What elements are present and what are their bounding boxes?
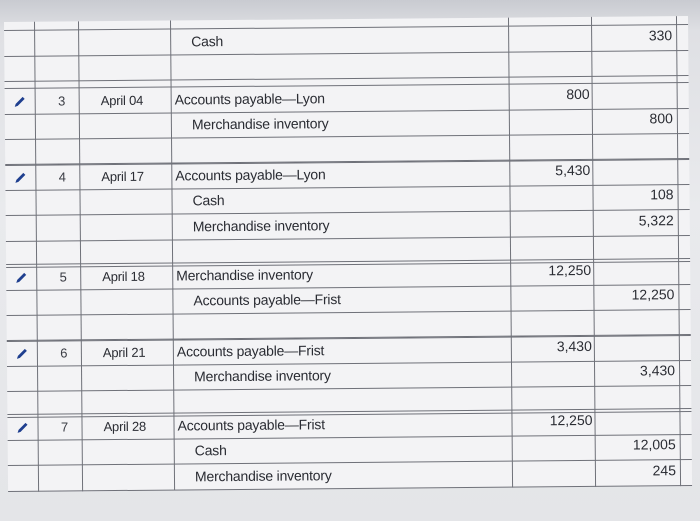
pencil-icon[interactable] — [13, 95, 27, 109]
account-name: Accounts payable—Lyon — [174, 90, 325, 108]
credit-amount: 108 — [650, 186, 674, 203]
account-name: Cash — [192, 192, 225, 209]
credit-amount: 330 — [648, 27, 673, 44]
debit-amount: 5,430 — [555, 161, 591, 179]
credit-amount: 3,430 — [639, 362, 676, 379]
entry-number: 4 — [58, 169, 67, 185]
entry-number: 6 — [60, 345, 68, 361]
pencil-icon[interactable] — [15, 421, 29, 435]
account-name: Accounts payable—Lyon — [175, 166, 326, 184]
journal-entry-table — [4, 16, 692, 492]
account-name: Cash — [194, 442, 227, 459]
credit-amount: 5,322 — [638, 212, 674, 229]
credit-amount: 800 — [649, 110, 673, 127]
entry-date: April 18 — [102, 268, 145, 285]
entry-date: April 21 — [102, 344, 146, 361]
account-name: Merchandise inventory — [194, 367, 331, 385]
account-name: Accounts payable—Frist — [176, 342, 325, 360]
credit-amount: 12,005 — [632, 436, 676, 453]
debit-amount: 12,250 — [548, 261, 592, 279]
entry-number: 7 — [60, 419, 69, 435]
credit-amount: 245 — [652, 462, 677, 479]
account-name: Accounts payable—Frist — [193, 291, 341, 309]
table-row — [8, 460, 692, 492]
account-name: Merchandise inventory — [176, 266, 313, 284]
pencil-icon[interactable] — [14, 271, 28, 285]
debit-amount: 800 — [566, 85, 590, 103]
entry-date: April 17 — [101, 168, 144, 185]
credit-amount: 12,250 — [631, 286, 675, 303]
pencil-icon[interactable] — [15, 347, 29, 361]
debit-amount: 12,250 — [549, 411, 593, 429]
entry-date: April 28 — [103, 418, 147, 435]
account-name: Accounts payable—Frist — [177, 416, 325, 434]
pencil-icon[interactable] — [13, 171, 27, 185]
account-name: Merchandise inventory — [191, 115, 329, 133]
entry-number: 5 — [59, 269, 67, 285]
account-name: Merchandise inventory — [194, 467, 332, 485]
debit-amount: 3,430 — [556, 337, 592, 355]
account-name: Cash — [191, 33, 224, 50]
account-name: Merchandise inventory — [192, 217, 330, 235]
entry-date: April 04 — [100, 92, 144, 109]
entry-number: 3 — [58, 93, 66, 109]
